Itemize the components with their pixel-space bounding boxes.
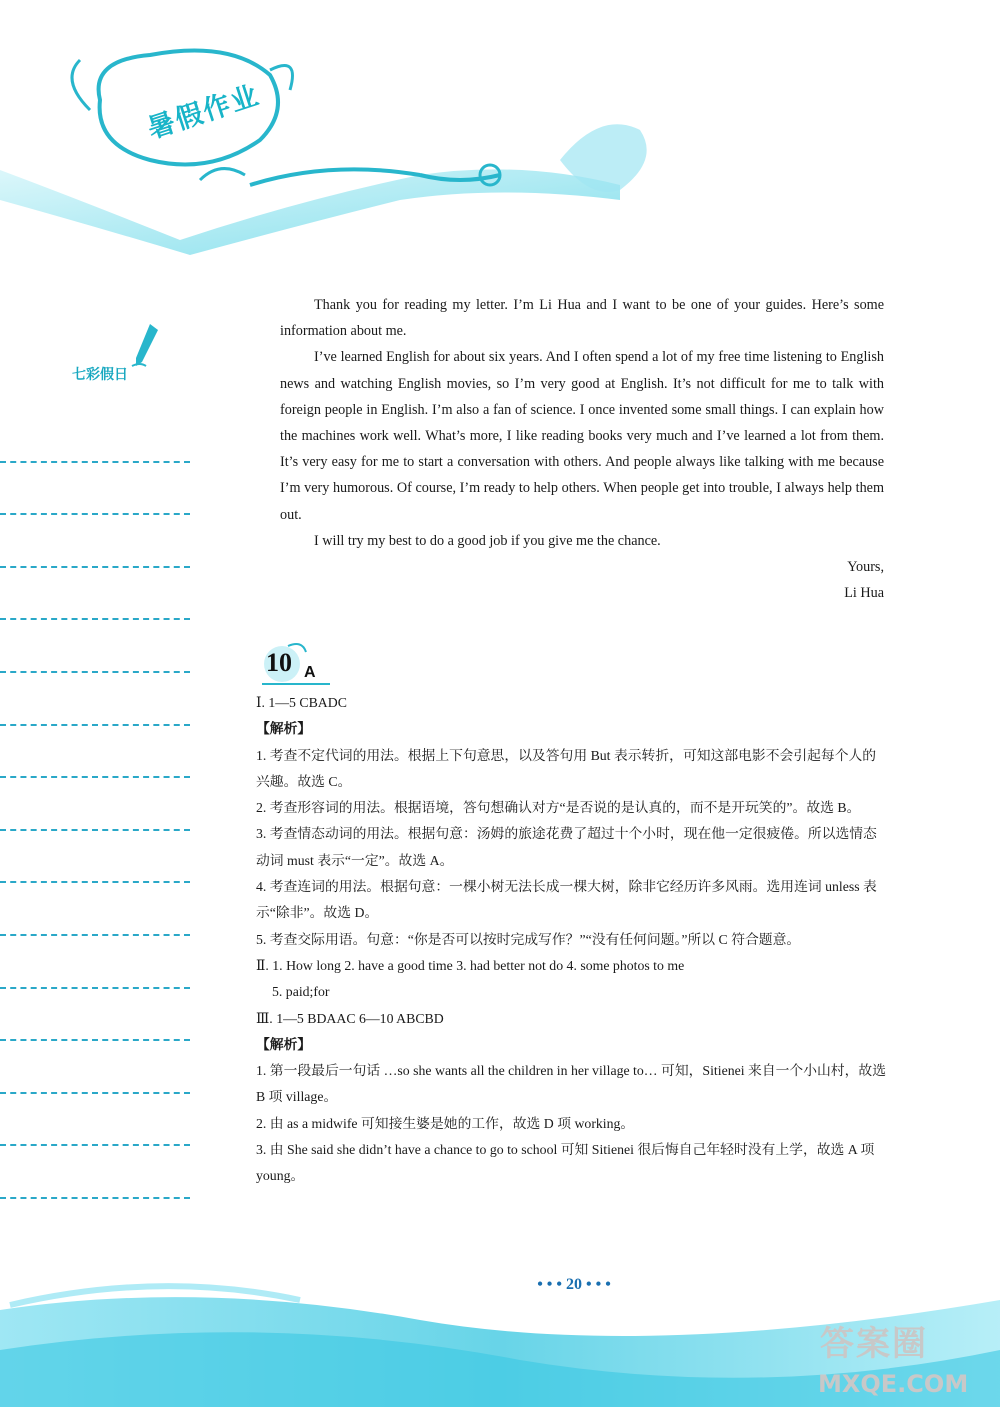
watermark-logo: 答案圈 bbox=[820, 1324, 928, 1364]
pen-icon bbox=[130, 322, 160, 368]
note-line bbox=[0, 1041, 190, 1094]
answer-line: Ⅰ. 1—5 CBADC bbox=[256, 695, 347, 710]
answer-line: 5. paid;for bbox=[272, 984, 330, 1000]
watermark-url: MXQE.COM bbox=[818, 1370, 969, 1398]
note-line bbox=[0, 568, 190, 621]
note-line bbox=[0, 726, 190, 779]
note-lines bbox=[0, 410, 190, 1199]
answer-line: 1. 第一段最后一句话 …so she wants all the children in her village to… 可知，Sitienei 来自一个小山村，故选 B 项 village。 bbox=[256, 1063, 886, 1105]
analysis-heading: 【解析】 bbox=[256, 1036, 312, 1052]
margin-label: 七彩假日 bbox=[72, 367, 128, 383]
answer-line: 4. 考查连词的用法。根据句意：一棵小树无法长成一棵大树，除非它经历许多风雨。选用连词 unless 表示“除非”。故选 D。 bbox=[256, 879, 877, 921]
answer-line: Ⅲ. 1—5 BDAAC 6—10 ABCBD bbox=[256, 1010, 444, 1026]
letter-paragraph: I’ve learned English for about six years. And I often spend a lot of my free time listening to English news and watching English movies, so I’m very good at English. It’s not difficult for me to talk with foreign people in English. I’m also a fan of science. I once invented some small things. I can explain how the machines work well. What’s more, I like reading books very much and I’ve learned a lot from them. It’s very easy for me to start a conversation with others. And people always like talking with me because I’m very humorous. Of course, I’m ready to help others. When people get into trouble, I always help them out. bbox=[280, 349, 884, 523]
banner-title: 暑假作业 bbox=[143, 79, 264, 146]
answer-line: 3. 由 She said she didn’t have a chance to go to school 可知 Sitienei 很后悔自己年轻时没有上学，故选 A 项 young。 bbox=[256, 1142, 875, 1184]
answer-line: 2. 考查形容词的用法。根据语境，答句想确认对方“是否说的是认真的，而不是开玩笑的”。故选 B。 bbox=[256, 800, 861, 816]
note-line bbox=[0, 778, 190, 831]
note-line bbox=[0, 831, 190, 884]
answer-line: 2. 由 as a midwife 可知接生婆是她的工作，故选 D 项 working。 bbox=[256, 1115, 635, 1131]
letter-paragraph: Thank you for reading my letter. I’m Li Hua and I want to be one of your guides. Here’s some information about me. bbox=[280, 297, 884, 340]
letter-closing: Yours, bbox=[847, 559, 884, 576]
answer-line: 3. 考查情态动词的用法。根据句意：汤姆的旅途花费了超过十个小时，现在他一定很疲倦。所以选情态动词 must 表示“一定”。故选 A。 bbox=[256, 826, 877, 868]
note-line bbox=[0, 1094, 190, 1147]
note-line bbox=[0, 410, 190, 463]
note-line bbox=[0, 620, 190, 673]
header-decoration bbox=[0, 0, 700, 260]
note-line bbox=[0, 1146, 190, 1199]
answer-line: Ⅱ. 1. How long 2. have a good time 3. had better not do 4. some photos to me bbox=[256, 957, 685, 973]
letter-body bbox=[280, 292, 884, 606]
page-number: • • • 20 • • • bbox=[537, 1276, 611, 1293]
answer-block bbox=[256, 690, 886, 1190]
note-line bbox=[0, 463, 190, 516]
section-letter: A bbox=[304, 664, 316, 681]
section-number: 10 bbox=[266, 648, 292, 677]
note-line bbox=[0, 936, 190, 989]
note-line bbox=[0, 883, 190, 936]
note-line bbox=[0, 673, 190, 726]
letter-paragraph: I will try my best to do a good job if you give me the chance. bbox=[314, 532, 661, 549]
answer-line: 5. 考查交际用语。句意：“你是否可以按时完成写作？”“没有任何问题。”所以 C 符合题意。 bbox=[256, 931, 801, 947]
answer-line: 1. 考查不定代词的用法。根据上下句意思，以及答句用 But 表示转折，可知这部电影不会引起每个人的兴趣。故选 C。 bbox=[256, 747, 877, 789]
note-line bbox=[0, 989, 190, 1042]
letter-signature: Li Hua bbox=[844, 585, 884, 602]
note-line bbox=[0, 515, 190, 568]
analysis-heading: 【解析】 bbox=[256, 721, 312, 737]
